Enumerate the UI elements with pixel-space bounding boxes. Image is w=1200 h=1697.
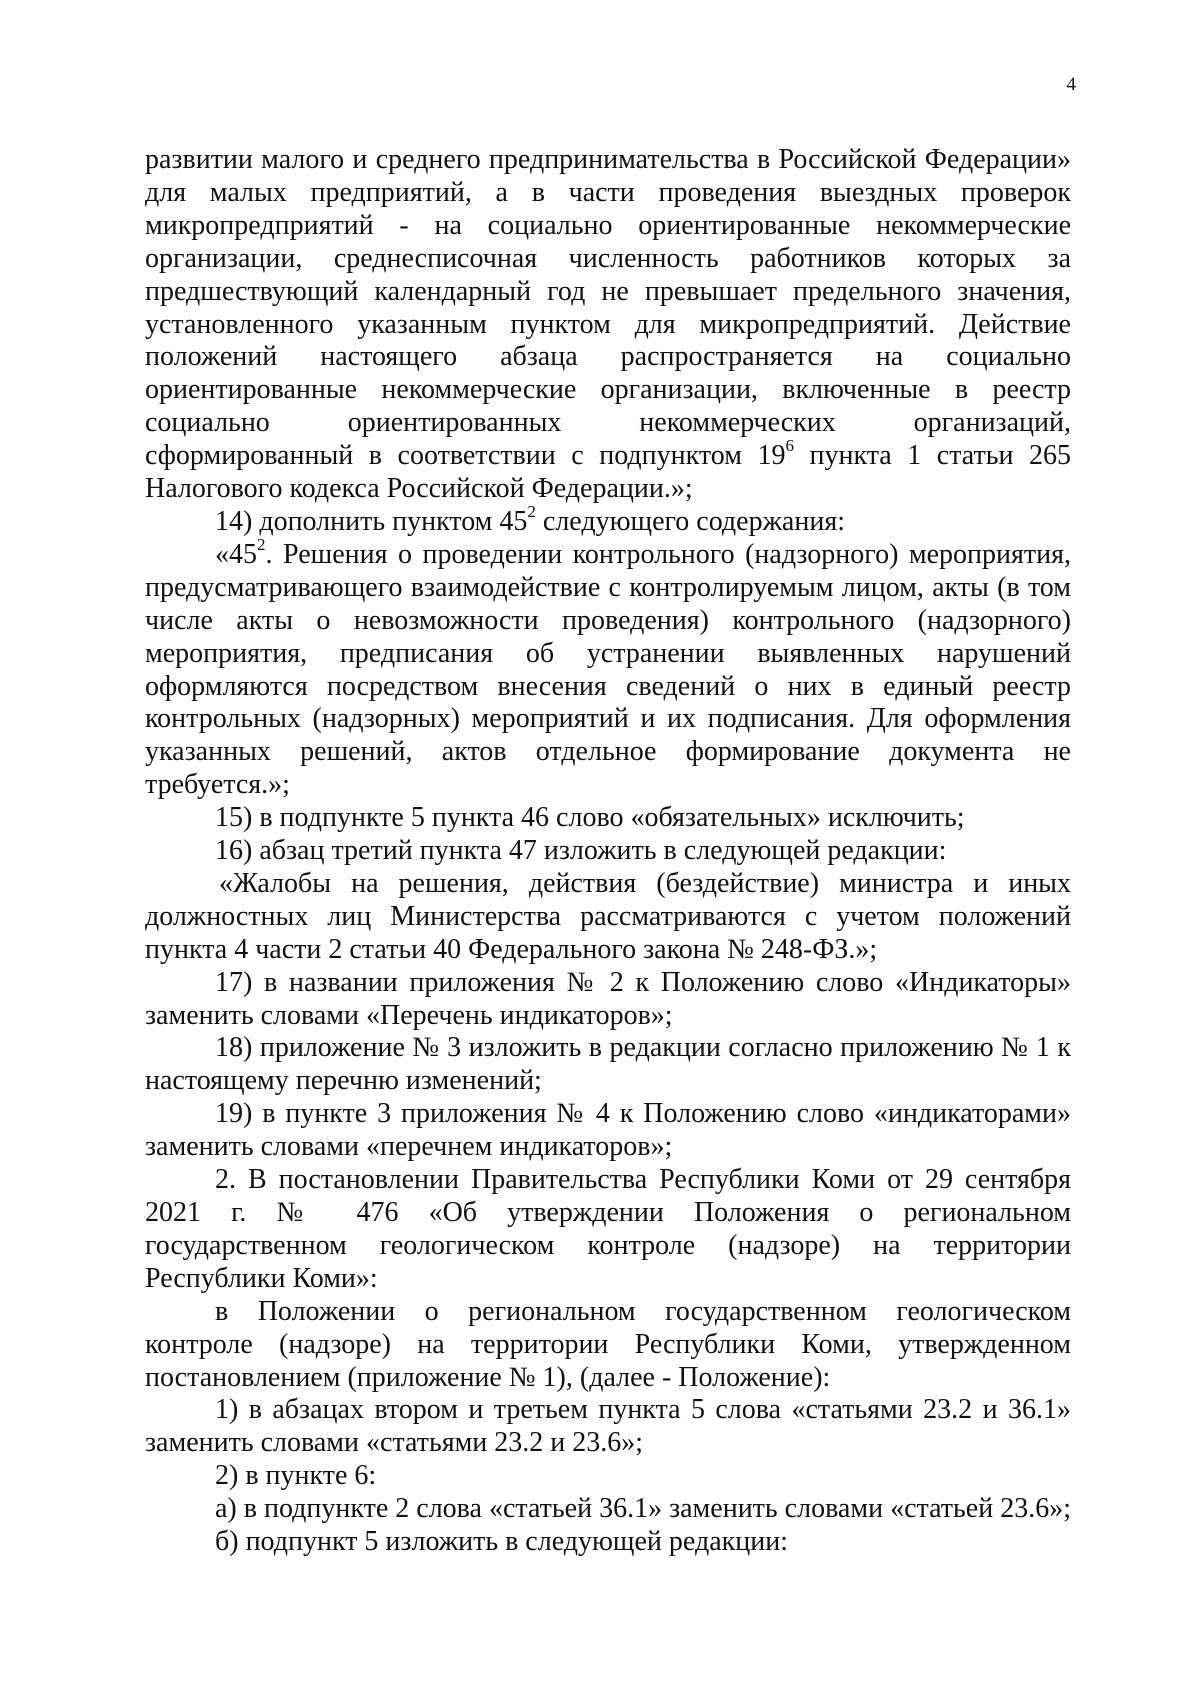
complaints-quote: «Жалобы на решения, действия (бездействие) министра и иных должностных лиц Министерства рассматриваются с учетом положений пункта 4 части 2 статьи 40 Федерального закона № 248-ФЗ.»;: [145, 867, 1071, 965]
item-15: 15) в подпункте 5 пункта 46 слово «обязательных» исключить;: [215, 802, 965, 834]
document-body: [145, 144, 1071, 1559]
item-45-2-text: . Решения о проведении контрольного (надзорного) мероприятия, предусматривающего взаимодействие с контролируемым лицом, акты (в том числе акты о невозможности проведения) контрольного (надзорного) мероприятия, предписания об устранении выявленных нарушений оформляются посредством внесения сведений о них в единый реестр контрольных (надзорных) мероприятий и их подписания. Для оформления указанных решений, актов отдельное формирование документа не требуется.»;: [145, 538, 1071, 801]
paragraph-continuation-tail: пункта 1 статьи 265 Налогового кодекса Российской Федерации.»;: [145, 440, 1071, 505]
item-17: 17) в названии приложения № 2 к Положению слово «Индикаторы» заменить словами «Перечень индикаторов»;: [145, 966, 1071, 1031]
item-45-2-superscript: 2: [257, 534, 266, 554]
page-number: 4: [1066, 74, 1076, 95]
item-45-2-open: «45: [215, 538, 257, 570]
item-45-2-quote: [145, 534, 1071, 802]
paragraph-continuation: [145, 144, 1071, 506]
item-16: 16) абзац третий пункта 47 изложить в следующей редакции:: [215, 835, 947, 867]
item-19: 19) в пункте 3 приложения № 4 к Положению слово «индикаторами» заменить словами «перечнем индикаторов»;: [145, 1098, 1071, 1163]
section-2-item-1: 1) в абзацах втором и третьем пункта 5 слова «статьями 23.2 и 36.1» заменить словами «статьями 23.2 и 23.6»;: [145, 1394, 1071, 1459]
item-14-superscript: 2: [527, 501, 536, 521]
section-2-item-2: 2) в пункте 6:: [215, 1460, 377, 1492]
section-2-item-2-b: б) подпункт 5 изложить в следующей редакции:: [215, 1526, 788, 1558]
item-14: [145, 501, 1071, 539]
item-14-tail: следующего содержания:: [535, 505, 845, 537]
section-2-polozhenie: в Положении о региональном государственном геологическом контроле (надзоре) на территории Республики Коми, утвержденном постановлением (приложение № 1), (далее - Положение):: [145, 1295, 1071, 1393]
section-2-item-2-a: а) в подпункте 2 слова «статьей 36.1» заменить словами «статьей 23.6»;: [215, 1493, 1071, 1525]
item-18: 18) приложение № 3 изложить в редакции согласно приложению № 1 к настоящему перечню изменений;: [145, 1032, 1071, 1097]
section-2: 2. В постановлении Правительства Республики Коми от 29 сентября 2021 г. № 476 «Об утверждении Положения о региональном государственном геологическом контроле (надзоре) на территории Республики Коми»:: [145, 1164, 1071, 1294]
item-14-text: 14) дополнить пунктом 45: [215, 505, 528, 537]
paragraph-continuation-text: развитии малого и среднего предпринимательства в Российской Федерации» для малых предприятий, а в части проведения выездных проверок микропредприятий - на социально ориентированные некоммерческие организации, среднесписочная численность работников которых за предшествующий календарный год не превышает предельного значения, установленного указанным пунктом для микропредприятий. Действие положений настоящего абзаца распространяется на социально ориентированные некоммерческие организации, включенные в реестр социально ориентированных некоммерческих организаций, сформированный в соответствии с подпунктом 19: [145, 144, 1071, 472]
superscript-6: 6: [785, 435, 794, 455]
